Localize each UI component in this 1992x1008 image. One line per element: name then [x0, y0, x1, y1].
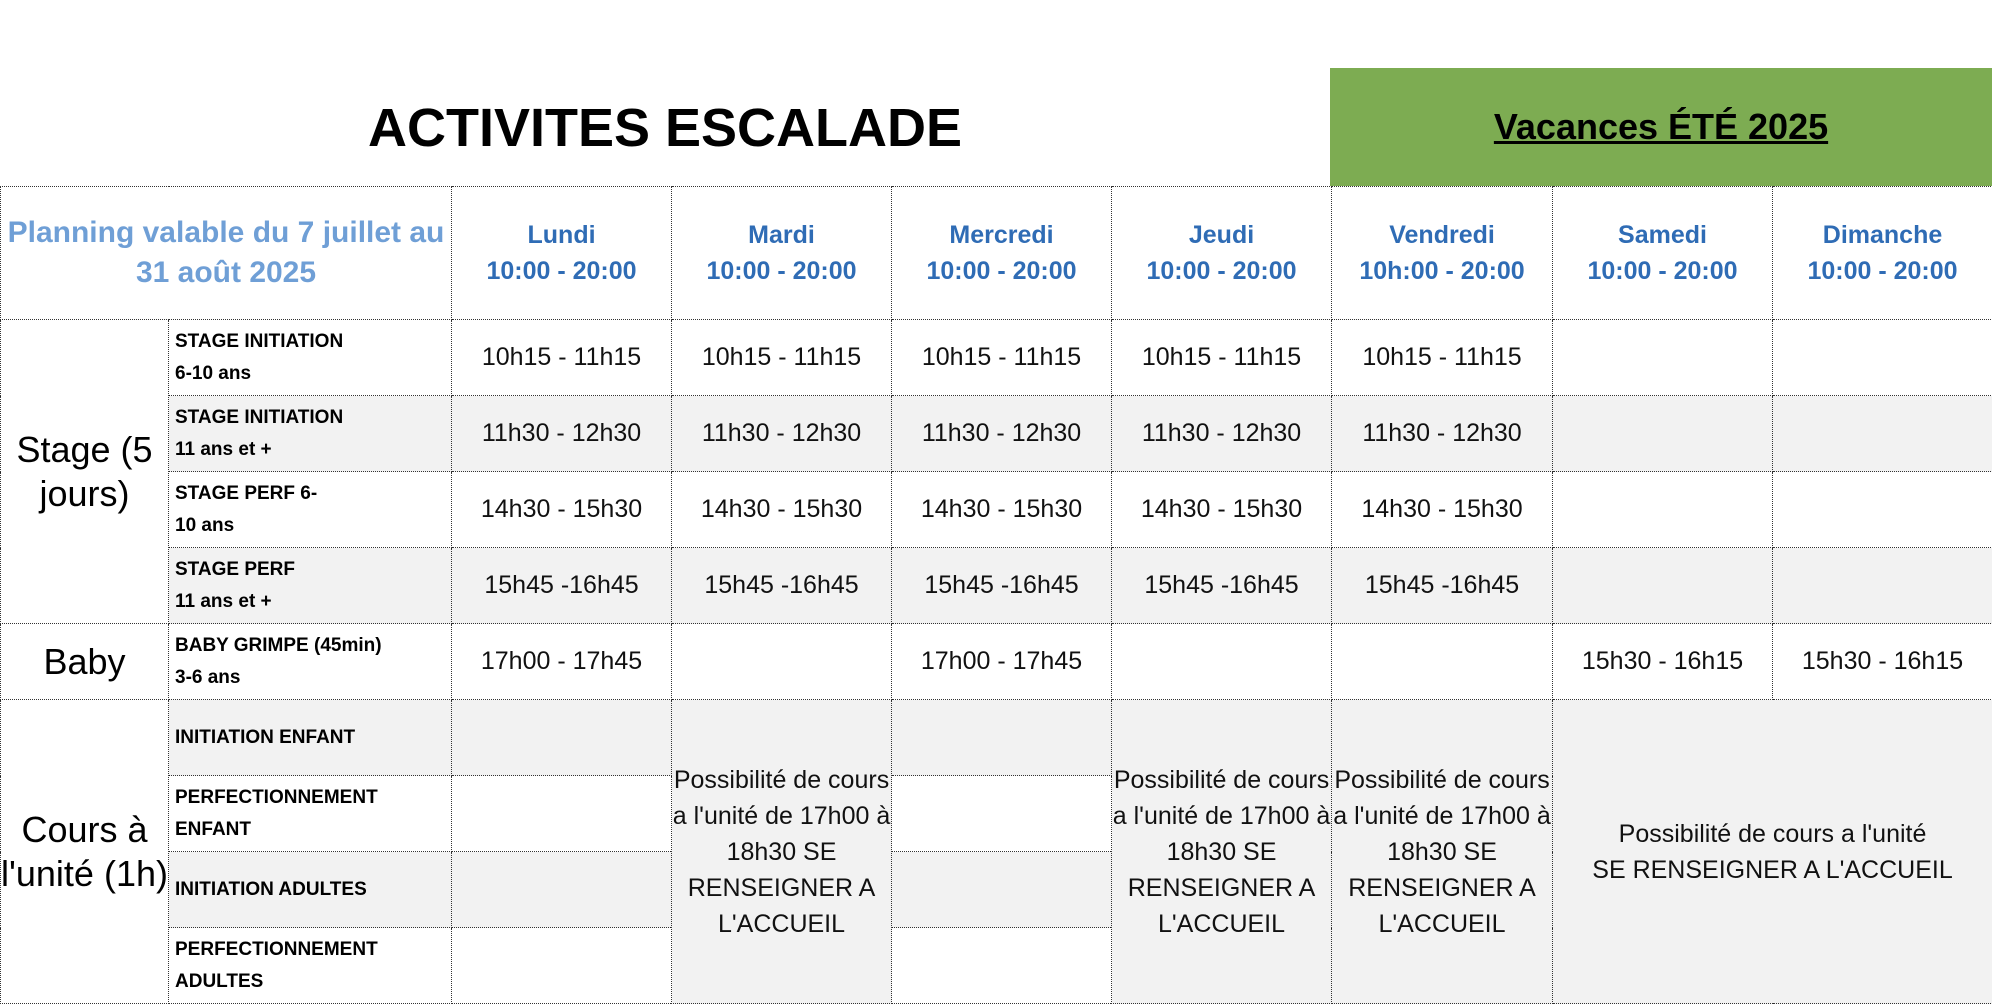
- time-slot: 10h15 - 11h15: [1332, 320, 1553, 396]
- day-header-jeudi: [1112, 187, 1332, 320]
- day-name: Mercredi: [949, 221, 1054, 249]
- day-hours: 10h:00 - 20:00: [1359, 257, 1525, 285]
- day-name: Dimanche: [1822, 221, 1943, 249]
- time-slot: 11h30 - 12h30: [1112, 396, 1332, 472]
- time-slot: [1553, 472, 1773, 548]
- empty-slot: [452, 928, 672, 1004]
- weekday-note-mardi: Possibilité de cours a l'unité de 17h00 à 18h30 SE RENSEIGNER A L'ACCUEIL: [672, 700, 892, 1004]
- time-slot: [1773, 320, 1992, 396]
- weekend-note-line: Possibilité de cours a l'unité: [1618, 819, 1927, 848]
- day-hours: 10:00 - 20:00: [1146, 257, 1297, 285]
- time-slot: 15h45 -16h45: [892, 548, 1112, 624]
- day-header-vendredi: [1332, 187, 1553, 320]
- group-stage: Stage (5 jours): [1, 320, 169, 624]
- time-slot: [1773, 396, 1992, 472]
- day-hours: 10:00 - 20:00: [1587, 257, 1738, 285]
- time-slot: 15h45 -16h45: [452, 548, 672, 624]
- day-header-samedi: [1553, 187, 1773, 320]
- activity-label: PERFECTIONNEMENT ADULTES: [169, 928, 452, 1004]
- season-banner: Vacances ÉTÉ 2025: [1330, 68, 1992, 186]
- day-header-lundi: [452, 187, 672, 320]
- day-name: Mardi: [748, 221, 815, 249]
- time-slot: 17h00 - 17h45: [892, 624, 1112, 700]
- group-cours: Cours à l'unité (1h): [1, 700, 169, 1004]
- validity-period: Planning valable du 7 juillet au 31 août 2025: [1, 187, 452, 320]
- empty-slot: [452, 852, 672, 928]
- day-name: Samedi: [1618, 221, 1707, 249]
- time-slot: 14h30 - 15h30: [1112, 472, 1332, 548]
- activity-label: BABY GRIMPE (45min) 3-6 ans: [169, 624, 452, 700]
- day-hours: 10:00 - 20:00: [486, 257, 637, 285]
- empty-slot: [452, 700, 672, 776]
- time-slot: 11h30 - 12h30: [892, 396, 1112, 472]
- time-slot: [1553, 548, 1773, 624]
- day-header-mardi: [672, 187, 892, 320]
- day-name: Lundi: [527, 221, 596, 249]
- day-hours: 10:00 - 20:00: [706, 257, 857, 285]
- weekend-note-line: SE RENSEIGNER A L'ACCUEIL: [1592, 855, 1953, 884]
- weekday-note-jeudi: Possibilité de cours a l'unité de 17h00 à 18h30 SE RENSEIGNER A L'ACCUEIL: [1112, 700, 1332, 1004]
- time-slot: 17h00 - 17h45: [452, 624, 672, 700]
- empty-slot: [892, 776, 1112, 852]
- day-name: Jeudi: [1188, 221, 1255, 249]
- time-slot: [1112, 624, 1332, 700]
- empty-slot: [892, 852, 1112, 928]
- weekend-note: [1553, 700, 1992, 1004]
- weekday-note-vendredi: Possibilité de cours a l'unité de 17h00 à 18h30 SE RENSEIGNER A L'ACCUEIL: [1332, 700, 1553, 1004]
- time-slot: 15h30 - 16h15: [1553, 624, 1773, 700]
- empty-slot: [452, 776, 672, 852]
- time-slot: [672, 624, 892, 700]
- time-slot: 11h30 - 12h30: [672, 396, 892, 472]
- time-slot: 14h30 - 15h30: [1332, 472, 1553, 548]
- group-baby: Baby: [1, 624, 169, 700]
- time-slot: 10h15 - 11h15: [672, 320, 892, 396]
- time-slot: 10h15 - 11h15: [1112, 320, 1332, 396]
- time-slot: 10h15 - 11h15: [452, 320, 672, 396]
- activity-label: INITIATION ENFANT: [169, 700, 452, 776]
- time-slot: 15h45 -16h45: [672, 548, 892, 624]
- activity-label: STAGE INITIATION 6-10 ans: [169, 320, 452, 396]
- day-hours: 10:00 - 20:00: [926, 257, 1077, 285]
- activity-label: STAGE PERF 6- 10 ans: [169, 472, 452, 548]
- time-slot: 14h30 - 15h30: [672, 472, 892, 548]
- day-name: Vendredi: [1389, 221, 1495, 249]
- time-slot: 15h45 -16h45: [1332, 548, 1553, 624]
- time-slot: [1553, 396, 1773, 472]
- activity-label: PERFECTIONNEMENT ENFANT: [169, 776, 452, 852]
- empty-slot: [892, 928, 1112, 1004]
- time-slot: [1332, 624, 1553, 700]
- day-hours: 10:00 - 20:00: [1807, 257, 1958, 285]
- activity-label: STAGE INITIATION 11 ans et +: [169, 396, 452, 472]
- time-slot: 10h15 - 11h15: [892, 320, 1112, 396]
- time-slot: [1553, 320, 1773, 396]
- activity-label: STAGE PERF 11 ans et +: [169, 548, 452, 624]
- schedule-table: [0, 186, 1992, 1004]
- time-slot: 14h30 - 15h30: [452, 472, 672, 548]
- time-slot: 15h30 - 16h15: [1773, 624, 1992, 700]
- time-slot: 14h30 - 15h30: [892, 472, 1112, 548]
- time-slot: 11h30 - 12h30: [1332, 396, 1553, 472]
- time-slot: 11h30 - 12h30: [452, 396, 672, 472]
- activity-label: INITIATION ADULTES: [169, 852, 452, 928]
- time-slot: [1773, 548, 1992, 624]
- empty-slot: [892, 700, 1112, 776]
- page-title: ACTIVITES ESCALADE: [367, 98, 963, 158]
- time-slot: 15h45 -16h45: [1112, 548, 1332, 624]
- day-header-mercredi: [892, 187, 1112, 320]
- day-header-dimanche: [1773, 187, 1992, 320]
- time-slot: [1773, 472, 1992, 548]
